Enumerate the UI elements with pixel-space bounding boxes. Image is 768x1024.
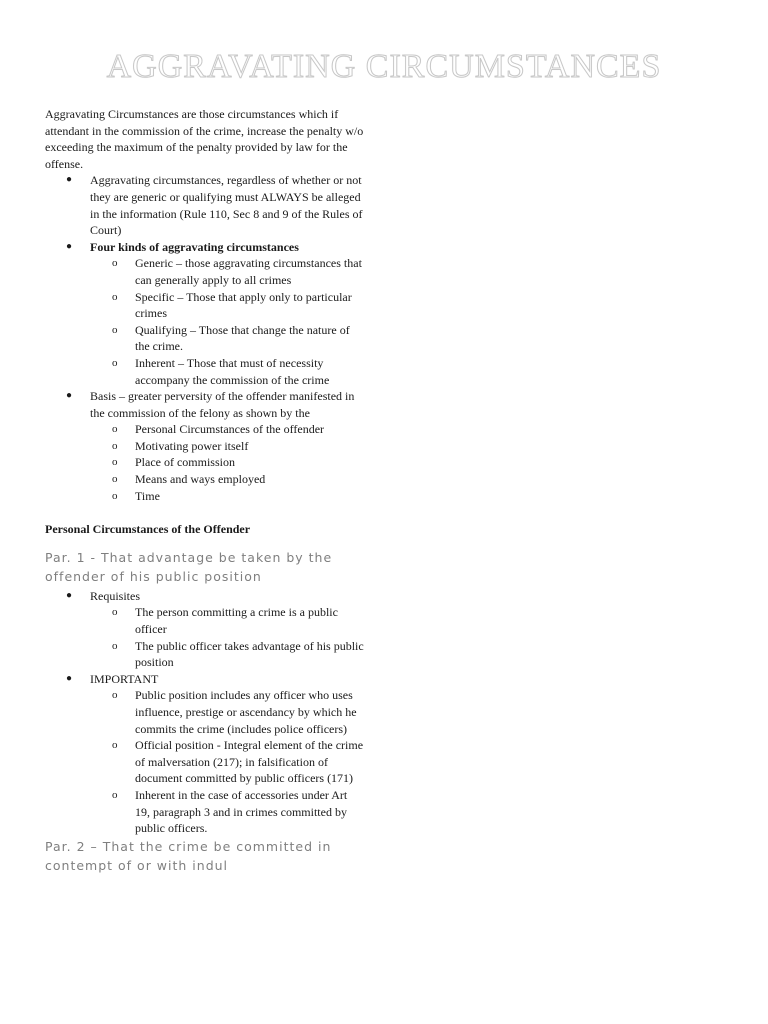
circle-bullet-icon: o <box>112 439 118 452</box>
sub-list-item <box>90 604 365 637</box>
sub-list-item-text: Public position includes any officer who uses influence, prestige or ascendancy by which he commits the crime (includes police officers) <box>135 688 357 736</box>
sub-list <box>90 604 365 670</box>
par2-heading: Par. 2 – That the crime be committed in contempt of or with indul <box>45 838 332 873</box>
circle-bullet-icon: o <box>112 290 118 303</box>
bullet-icon: ● <box>66 174 73 186</box>
list-item <box>45 388 365 504</box>
circle-bullet-icon: o <box>112 456 118 469</box>
document-title: AGGRAVATING CIRCUMSTANCES <box>106 48 662 85</box>
sub-list-item <box>90 438 365 455</box>
par1-heading: Par. 1 - That advantage be taken by the offender of his public position <box>45 549 333 584</box>
list-item <box>45 172 365 238</box>
list-item-text: Aggravating circumstances, regardless of whether or not they are generic or qualifying must ALWAYS be alleged in the information (Rule 110, Sec 8 and 9 of the Rules of Court) <box>90 173 363 238</box>
list-item <box>45 588 365 671</box>
sub-list-item-text: Generic – those aggravating circumstances that can generally apply to all crimes <box>135 256 362 287</box>
bullet-icon: ● <box>66 589 73 601</box>
sub-list-item <box>90 355 365 388</box>
sub-list-item-text: Specific – Those that apply only to particular crimes <box>135 289 352 321</box>
bullet-icon: ● <box>66 672 73 684</box>
bullet-icon: ● <box>66 390 73 402</box>
circle-bullet-icon: o <box>112 639 118 652</box>
sub-list-item <box>90 255 365 288</box>
sub-list-item-text: Personal Circumstances of the offender <box>135 422 325 437</box>
circle-bullet-icon: o <box>112 788 118 801</box>
circle-bullet-icon: o <box>112 606 118 619</box>
list-item <box>45 671 365 837</box>
list-item-text: IMPORTANT <box>90 671 159 686</box>
circle-bullet-icon: o <box>112 257 118 270</box>
circle-bullet-icon: o <box>112 489 118 502</box>
document-body <box>45 106 365 877</box>
sub-list-item-text: The person committing a crime is a public officer <box>135 605 338 637</box>
sub-list-item-text: Time <box>135 488 160 503</box>
sub-list <box>90 421 365 504</box>
circle-bullet-icon: o <box>112 739 118 752</box>
intro-paragraph: Aggravating Circumstances are those circumstances which if attendant in the commission of the crime, increase the penalty w/o exceeding the maximum of the penalty provided by law for the offense. <box>45 107 364 171</box>
intro-bullet-list <box>45 172 365 504</box>
sub-list-item <box>90 737 365 787</box>
circle-bullet-icon: o <box>112 423 118 436</box>
sub-list-item-text: The public officer takes advantage of his public position <box>135 638 364 670</box>
section-heading: Personal Circumstances of the Offender <box>45 522 251 537</box>
sub-list-item-text: Inherent – Those that must of necessity accompany the commission of the crime <box>135 355 330 387</box>
list-item-text: Four kinds of aggravating circumstances <box>90 239 299 254</box>
circle-bullet-icon: o <box>112 323 118 336</box>
par1-bullet-list <box>45 588 365 837</box>
sub-list-item-text: Inherent in the case of accessories under Art 19, paragraph 3 and in crimes committed by public officers. <box>135 787 348 836</box>
list-item <box>45 239 365 388</box>
list-item-text: Basis – greater perversity of the offender manifested in the commission of the felony as shown by the <box>90 389 355 420</box>
sub-list-item-text: Place of commission <box>135 455 235 470</box>
sub-list-item <box>90 787 365 837</box>
sub-list-item <box>90 488 365 505</box>
circle-bullet-icon: o <box>112 689 118 702</box>
sub-list-item <box>90 421 365 438</box>
sub-list-item <box>90 687 365 737</box>
sub-list-item <box>90 638 365 671</box>
bullet-icon: ● <box>66 240 73 252</box>
sub-list-item-text: Qualifying – Those that change the nature of the crime. <box>135 322 350 354</box>
sub-list <box>90 255 365 388</box>
sub-list-item <box>90 322 365 355</box>
sub-list-item-text: Official position - Integral element of the crime of malversation (217); in falsification of document committed by public officers (171) <box>135 738 364 786</box>
circle-bullet-icon: o <box>112 356 118 369</box>
list-item-text: Requisites <box>90 588 140 603</box>
sub-list-item <box>90 454 365 471</box>
sub-list-item <box>90 289 365 322</box>
sub-list <box>90 687 365 836</box>
sub-list-item-text: Motivating power itself <box>135 438 249 453</box>
sub-list-item-text: Means and ways employed <box>135 472 266 487</box>
circle-bullet-icon: o <box>112 473 118 486</box>
sub-list-item <box>90 471 365 488</box>
